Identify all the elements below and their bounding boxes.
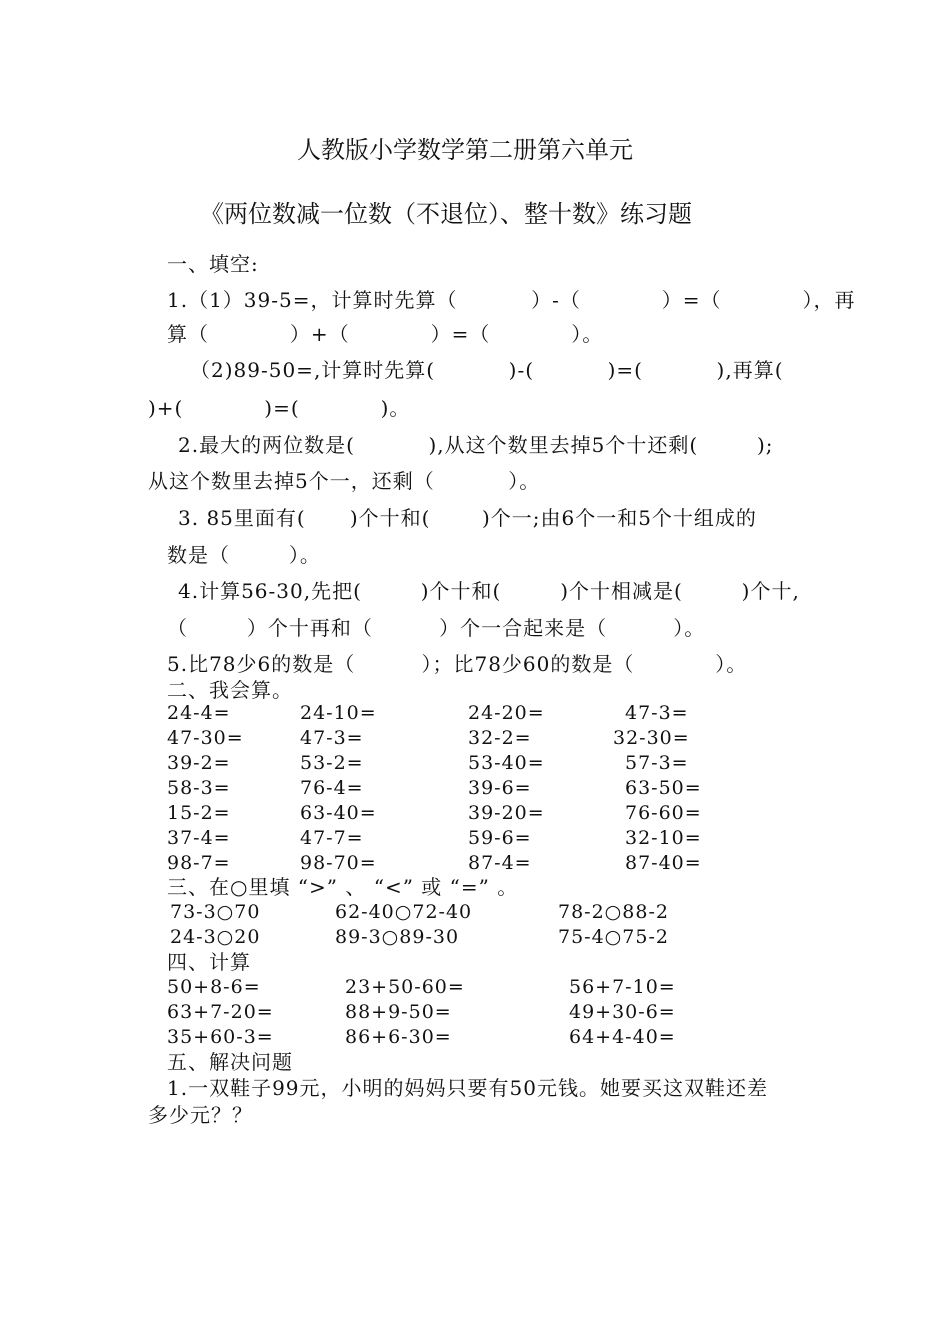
mixed-calc-r1-c2: 23+50-60=	[345, 976, 465, 998]
calc-2-r6-c3: 59-6=	[468, 827, 532, 849]
question-3-line-b: 数是（ ）。	[167, 543, 321, 567]
compare-r1-c1: 73-3○70	[170, 901, 261, 923]
calc-2-r6-c4: 32-10=	[625, 827, 702, 849]
question-1-line-c: （2)89-50=,计算时先算( )-( )=( ),再算(	[190, 358, 784, 382]
section-5-heading: 五、解决问题	[167, 1050, 293, 1074]
question-4-line-a: 4.计算56-30,先把( )个十和( )个十相减是( )个十,	[178, 579, 800, 603]
compare-r1-c3: 78-2○88-2	[558, 901, 669, 923]
mixed-calc-r3-c2: 86+6-30=	[345, 1026, 452, 1048]
calc-2-r3-c2: 53-2=	[300, 752, 364, 774]
question-1-line-b: 算（ ）+（ ）=（ ）。	[167, 322, 604, 346]
calc-2-r2-c3: 32-2=	[468, 727, 532, 749]
section-1-heading: 一、填空:	[167, 252, 259, 276]
calc-2-r2-c2: 47-3=	[300, 727, 364, 749]
calc-2-r4-c3: 39-6=	[468, 777, 532, 799]
calc-2-r5-c4: 76-60=	[625, 802, 702, 824]
question-4-line-b: （ ）个十再和（ ）个一合起来是（ ）。	[167, 616, 706, 640]
mixed-calc-r3-c3: 64+4-40=	[569, 1026, 676, 1048]
calc-2-r1-c3: 24-20=	[468, 702, 545, 724]
section-3-heading: 三、在○里填 “>” 、 “<” 或 “=” 。	[167, 875, 519, 899]
question-5: 5.比78少6的数是（ ）；比78少60的数是（ ）。	[167, 652, 748, 676]
mixed-calc-r2-c3: 49+30-6=	[569, 1001, 676, 1023]
calc-2-r5-c3: 39-20=	[468, 802, 545, 824]
calc-2-r3-c3: 53-40=	[468, 752, 545, 774]
compare-r2-c3: 75-4○75-2	[558, 926, 669, 948]
question-1-line-a: 1.（1）39-5=，计算时先算（ ）-（ ）=（ ），再	[167, 288, 856, 312]
mixed-calc-r2-c2: 88+9-50=	[345, 1001, 452, 1023]
compare-r2-c1: 24-3○20	[170, 926, 261, 948]
calc-2-r6-c2: 47-7=	[300, 827, 364, 849]
calc-2-r1-c4: 47-3=	[625, 702, 689, 724]
calc-2-r5-c2: 63-40=	[300, 802, 377, 824]
calc-2-r6-c1: 37-4=	[167, 827, 231, 849]
word-problem-line-b: 多少元？？	[148, 1103, 253, 1127]
word-problem-line-a: 1.一双鞋子99元，小明的妈妈只要有50元钱。她要买这双鞋还差	[167, 1076, 768, 1100]
calc-2-r7-c4: 87-40=	[625, 852, 702, 874]
calc-2-r2-c1: 47-30=	[167, 727, 244, 749]
mixed-calc-r1-c1: 50+8-6=	[167, 976, 261, 998]
calc-2-r4-c4: 63-50=	[625, 777, 702, 799]
calc-2-r1-c1: 24-4=	[167, 702, 231, 724]
question-1-line-d: )+( )=( )。	[148, 396, 411, 420]
calc-2-r7-c2: 98-70=	[300, 852, 377, 874]
calc-2-r2-c4: 32-30=	[613, 727, 690, 749]
question-2-line-b: 从这个数里去掉5个一，还剩（ ）。	[148, 469, 541, 493]
mixed-calc-r3-c1: 35+60-3=	[167, 1026, 274, 1048]
compare-r1-c2: 62-40○72-40	[335, 901, 473, 923]
section-4-heading: 四、计算	[167, 950, 251, 974]
calc-2-r7-c3: 87-4=	[468, 852, 532, 874]
calc-2-r4-c2: 76-4=	[300, 777, 364, 799]
section-2-heading: 二、我会算。	[167, 678, 293, 702]
calc-2-r1-c2: 24-10=	[300, 702, 377, 724]
calc-2-r7-c1: 98-7=	[167, 852, 231, 874]
question-2-line-a: 2.最大的两位数是( ),从这个数里去掉5个十还剩( );	[178, 433, 774, 457]
page-subtitle: 《两位数减一位数（不退位）、整十数》练习题	[200, 200, 692, 228]
calc-2-r3-c1: 39-2=	[167, 752, 231, 774]
question-3-line-a: 3. 85里面有( )个十和( )个一;由6个一和5个十组成的	[178, 506, 757, 530]
calc-2-r3-c4: 57-3=	[625, 752, 689, 774]
mixed-calc-r2-c1: 63+7-20=	[167, 1001, 274, 1023]
mixed-calc-r1-c3: 56+7-10=	[569, 976, 676, 998]
compare-r2-c2: 89-3○89-30	[335, 926, 460, 948]
calc-2-r4-c1: 58-3=	[167, 777, 231, 799]
calc-2-r5-c1: 15-2=	[167, 802, 231, 824]
page-title: 人教版小学数学第二册第六单元	[297, 136, 633, 164]
